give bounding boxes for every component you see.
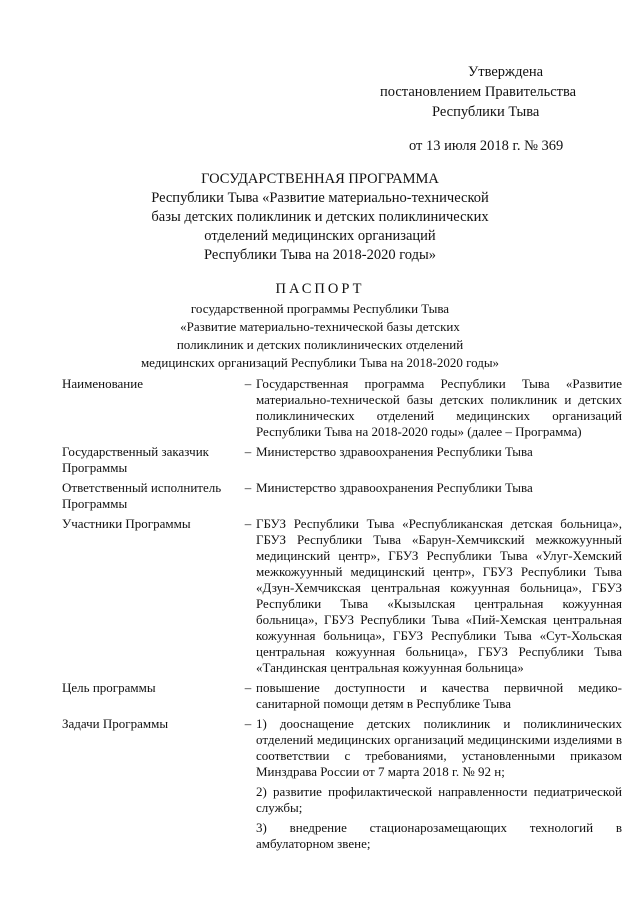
approval-line: Утверждена xyxy=(468,64,544,80)
task-item: 2) развитие профилактической направленности педиатрической службы; xyxy=(256,784,622,815)
table-row xyxy=(62,680,622,712)
table-row xyxy=(62,516,622,676)
program-title xyxy=(0,170,640,265)
approval-line: Республики Тыва xyxy=(432,104,540,120)
row-value: Министерство здравоохранения Республики Тыва xyxy=(256,444,533,459)
row-label: Участники Программы xyxy=(62,516,191,531)
approval-date: от 13 июля 2018 г. № 369 xyxy=(409,138,564,154)
row-value: Государственная программа Республики Тыва «Развитие материально-технической базы детских поликлиник и детских поликлинических отделений медицинских организаций Республики Тыва на 2018-2020 годы» (далее – Программа) xyxy=(256,376,622,439)
passport-heading xyxy=(0,280,640,372)
passport-line: государственной программы Республики Тыва xyxy=(190,301,450,316)
row-value: Министерство здравоохранения Республики Тыва xyxy=(256,480,533,495)
row-label: Наименование xyxy=(62,376,143,391)
passport-title: ПАСПОРТ xyxy=(275,281,365,297)
task-item: 1) дооснащение детских поликлиник и поликлинических отделений медицинских организаций медицинскими изделиями в соответствии с требованиями, установленными приказом Минздрава России от 7 марта 2018 г. № 92 н; xyxy=(256,716,622,779)
row-dash: – xyxy=(244,480,252,495)
title-line: ГОСУДАРСТВЕННАЯ ПРОГРАММА xyxy=(201,171,439,187)
passport-table xyxy=(62,376,622,860)
row-value: повышение доступности и качества первичной медико-санитарной помощи детям в Республике Тыва xyxy=(256,680,622,711)
row-dash: – xyxy=(244,444,252,459)
row-label: Цель программы xyxy=(62,680,156,695)
table-row xyxy=(62,376,622,440)
passport-line: медицинских организаций Республики Тыва на 2018-2020 годы» xyxy=(140,355,500,370)
row-dash: – xyxy=(244,680,252,695)
row-dash: – xyxy=(244,376,252,391)
table-row xyxy=(62,716,622,856)
table-row xyxy=(62,480,622,512)
row-dash: – xyxy=(244,716,252,731)
row-value: ГБУЗ Республики Тыва «Республиканская детская больница», ГБУЗ Республики Тыва «Барун-Хемчикский межкожуунный медицинский центр», ГБУЗ Республики Тыва «Улуг-Хемский межкожуунный медицинский центр», ГБУЗ Республики Тыва «Дзун-Хемчикская центральная кожуунная больница», ГБУЗ Республики Тыва «Кызылская центральная кожуунная больница», ГБУЗ Республики Тыва «Пий-Хемская центральная кожуунная больница», ГБУЗ Республики Тыва «Сут-Хольская центральная кожуунная больница», ГБУЗ Республики Тыва «Тандинская центральная кожуунная больница» xyxy=(256,516,622,675)
approval-stamp xyxy=(380,62,620,156)
table-row xyxy=(62,444,622,476)
title-line: Республики Тыва на 2018-2020 годы» xyxy=(203,247,437,263)
row-label: Ответственный исполнитель Программы xyxy=(62,480,222,511)
task-item: 3) внедрение стационарозамещающих технологий в амбулаторном звене; xyxy=(256,820,622,851)
title-line: базы детских поликлиник и детских поликлинических xyxy=(151,209,489,225)
row-label: Задачи Программы xyxy=(62,716,169,731)
title-line: Республики Тыва «Развитие материально-технической xyxy=(151,190,489,206)
approval-line: постановлением Правительства xyxy=(380,84,577,100)
row-label: Государственный заказчик Программы xyxy=(62,444,209,475)
title-line: отделений медицинских организаций xyxy=(204,228,436,244)
row-value xyxy=(256,716,622,856)
passport-line: поликлиник и детских поликлинических отделений xyxy=(176,337,464,352)
passport-line: «Развитие материально-технической базы детских xyxy=(180,319,460,334)
row-dash: – xyxy=(244,516,252,531)
